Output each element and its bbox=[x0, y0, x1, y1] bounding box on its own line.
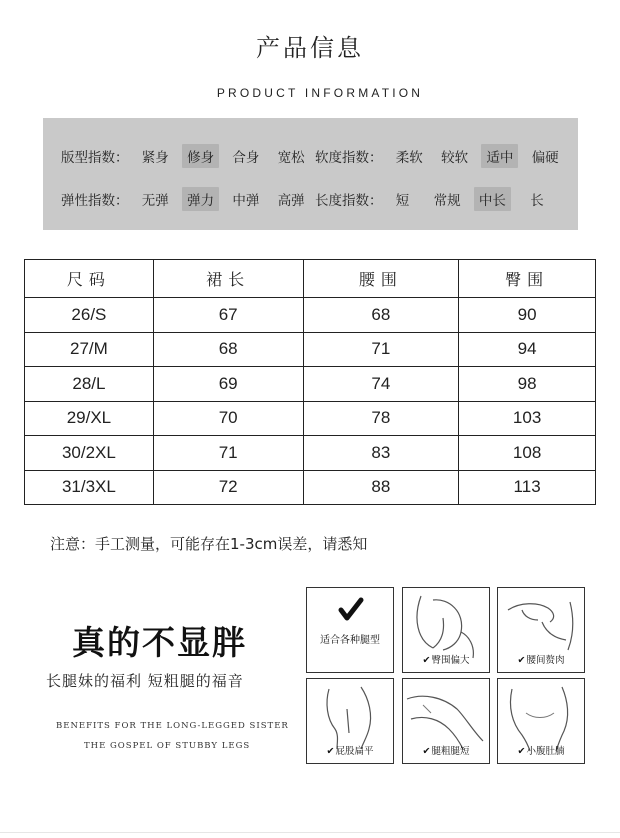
page-title: 产品信息 bbox=[256, 34, 364, 62]
table-cell: 68 bbox=[303, 298, 459, 333]
table-row bbox=[25, 298, 596, 333]
bottom-divider bbox=[0, 832, 620, 833]
table-cell: 27/M bbox=[25, 332, 154, 367]
measurement-note: 注意：手工测量，可能存在1-3cm误差，请悉知 bbox=[50, 535, 368, 553]
promo-headline: 真的不显胖 bbox=[72, 623, 247, 662]
table-header-row bbox=[25, 260, 596, 298]
table-cell: 71 bbox=[303, 332, 459, 367]
tile-caption: ✔屁股扁平 bbox=[326, 746, 374, 757]
check-mark-icon: ✔ bbox=[422, 655, 431, 666]
size-table bbox=[24, 259, 596, 505]
table-cell: 83 bbox=[303, 436, 459, 471]
column-header-skirt-length: 裙长 bbox=[153, 260, 303, 298]
length-option: 长 bbox=[530, 193, 544, 209]
softness-option: 偏硬 bbox=[531, 150, 559, 166]
promo-english-line-2: THE GOSPEL OF STUBBY LEGS bbox=[84, 741, 251, 751]
tile-all-leg-types bbox=[306, 587, 394, 673]
table-cell: 72 bbox=[153, 470, 303, 505]
table-cell: 30/2XL bbox=[25, 436, 154, 471]
length-index-row bbox=[315, 187, 553, 211]
column-header-waist: 腰围 bbox=[303, 260, 459, 298]
table-cell: 70 bbox=[153, 401, 303, 436]
softness-option: 柔软 bbox=[395, 150, 423, 166]
table-row bbox=[25, 401, 596, 436]
table-cell: 67 bbox=[153, 298, 303, 333]
softness-index-row bbox=[315, 144, 568, 168]
table-cell: 90 bbox=[459, 298, 596, 333]
elasticity-option: 中弹 bbox=[232, 193, 260, 209]
softness-option: 较软 bbox=[441, 150, 469, 166]
column-header-hip: 臀围 bbox=[459, 260, 596, 298]
length-index-label: 长度指数： bbox=[315, 193, 383, 209]
fit-option-selected: 修身 bbox=[182, 144, 219, 168]
table-cell: 31/3XL bbox=[25, 470, 154, 505]
table-cell: 74 bbox=[303, 367, 459, 402]
check-icon bbox=[307, 588, 393, 672]
table-row bbox=[25, 367, 596, 402]
table-cell: 71 bbox=[153, 436, 303, 471]
table-cell: 29/XL bbox=[25, 401, 154, 436]
table-cell: 98 bbox=[459, 367, 596, 402]
softness-index-label: 软度指数： bbox=[315, 150, 383, 166]
table-row bbox=[25, 470, 596, 505]
table-cell: 28/L bbox=[25, 367, 154, 402]
table-row bbox=[25, 436, 596, 471]
elasticity-option: 高弹 bbox=[277, 193, 305, 209]
table-cell: 108 bbox=[459, 436, 596, 471]
elasticity-option-selected: 弹力 bbox=[182, 187, 219, 211]
table-cell: 69 bbox=[153, 367, 303, 402]
promo-english-line-1: BENEFITS FOR THE LONG-LEGGED SISTER bbox=[56, 721, 289, 731]
elasticity-option: 无弹 bbox=[141, 193, 169, 209]
tile-thick-short-legs bbox=[402, 678, 490, 764]
length-option: 短 bbox=[395, 193, 410, 209]
table-cell: 103 bbox=[459, 401, 596, 436]
elasticity-index-label: 弹性指数： bbox=[61, 193, 129, 209]
tile-caption: ✔腿粗腿短 bbox=[422, 746, 470, 757]
fit-option: 宽松 bbox=[277, 150, 305, 166]
check-mark-icon: ✔ bbox=[422, 746, 431, 757]
table-cell: 68 bbox=[153, 332, 303, 367]
column-header-size: 尺码 bbox=[25, 260, 154, 298]
table-row bbox=[25, 332, 596, 367]
length-option-selected: 中长 bbox=[474, 187, 511, 211]
fit-option: 紧身 bbox=[141, 150, 169, 166]
tile-large-hips bbox=[402, 587, 490, 673]
tile-caption: ✔腰间赘肉 bbox=[517, 655, 565, 666]
tile-belly bbox=[497, 678, 585, 764]
check-mark-icon: ✔ bbox=[326, 746, 335, 757]
check-mark-icon: ✔ bbox=[517, 746, 526, 757]
fit-index-row bbox=[61, 144, 314, 168]
check-mark-icon: ✔ bbox=[517, 655, 526, 666]
table-cell: 113 bbox=[459, 470, 596, 505]
table-cell: 94 bbox=[459, 332, 596, 367]
fit-index-label: 版型指数： bbox=[61, 150, 129, 166]
fit-option: 合身 bbox=[232, 150, 260, 166]
softness-option-selected: 适中 bbox=[481, 144, 518, 168]
length-option: 常规 bbox=[433, 193, 461, 209]
table-cell: 78 bbox=[303, 401, 459, 436]
promo-subtitle: 长腿妹的福利 短粗腿的福音 bbox=[46, 672, 244, 690]
table-cell: 88 bbox=[303, 470, 459, 505]
elasticity-index-row bbox=[61, 187, 314, 211]
table-cell: 26/S bbox=[25, 298, 154, 333]
tile-caption: ✔臀围偏大 bbox=[422, 655, 470, 666]
attribute-panel bbox=[43, 118, 578, 230]
tile-caption: ✔小腹肚腩 bbox=[517, 746, 565, 757]
tile-caption: 适合各种腿型 bbox=[320, 635, 380, 646]
tile-waist-fat bbox=[497, 587, 585, 673]
page-subtitle: PRODUCT INFORMATION bbox=[216, 86, 424, 100]
tile-flat-bottom bbox=[306, 678, 394, 764]
